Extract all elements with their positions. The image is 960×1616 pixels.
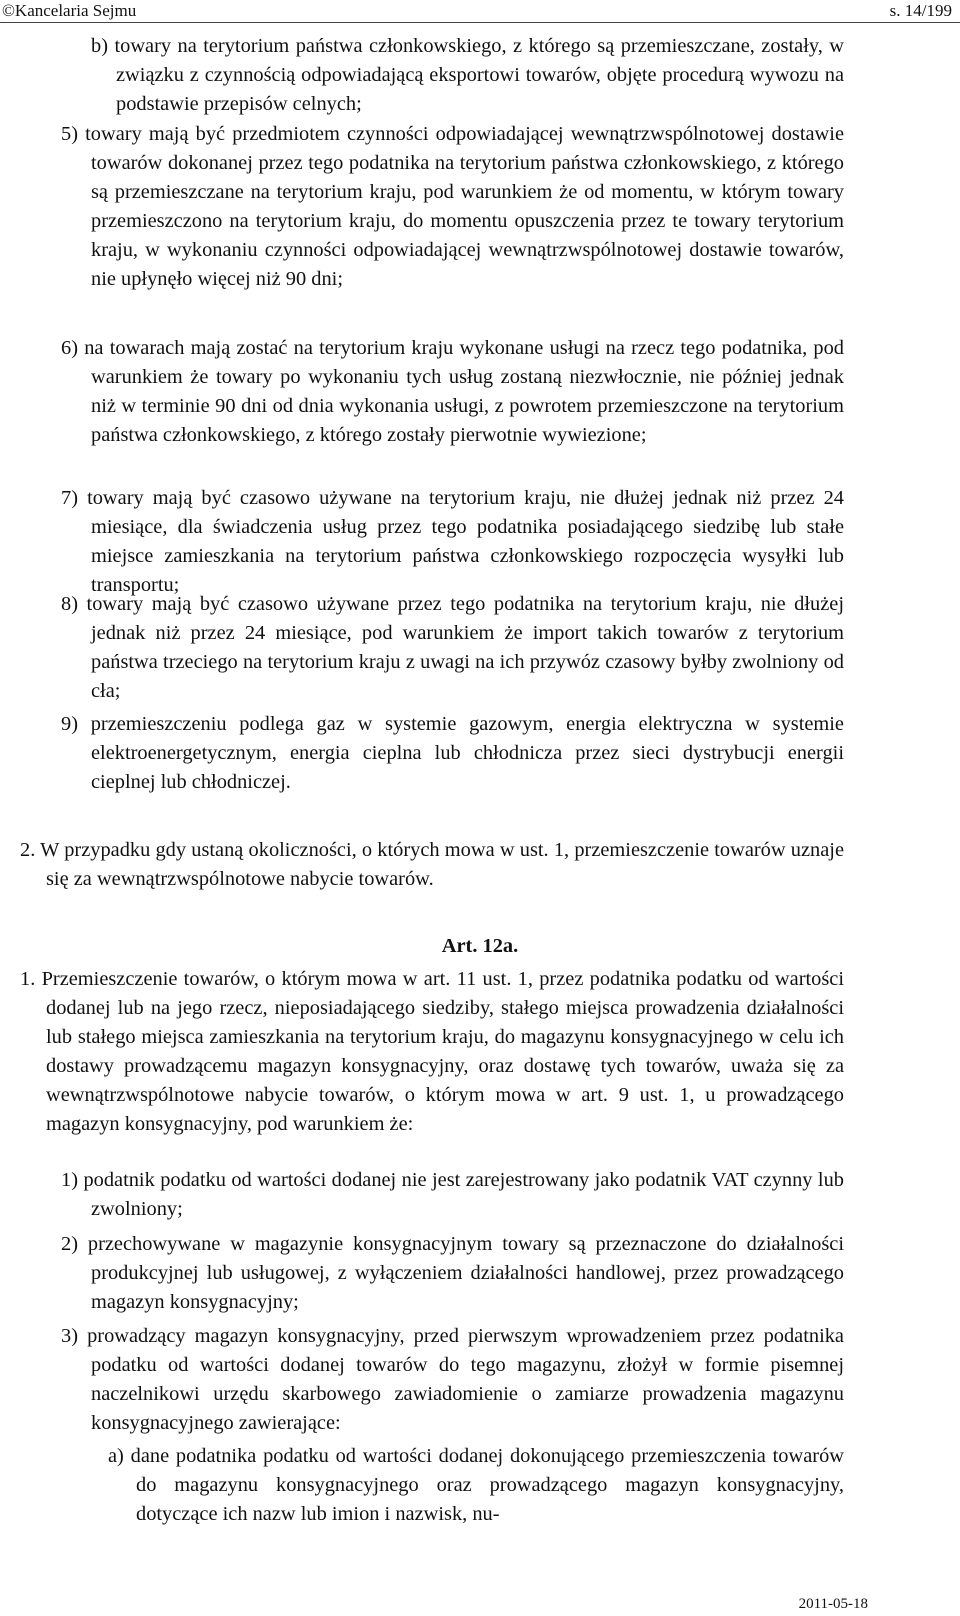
item-label: 8) bbox=[61, 593, 78, 615]
item-text: towary na terytorium państwa członkowskiego, z którego są przemieszczane, zostały, w związku z czynnością odpowiadającą eksportowi towarów, objęte procedurą wywozu na podstawie przepisów celnych; bbox=[114, 35, 844, 115]
article-paragraph-1 bbox=[20, 965, 844, 1139]
item-text: przemieszczeniu podlega gaz w systemie gazowym, energia elektryczna w systemie elektroenergetycznym, energia cieplna lub chłodnicza przez sieci dystrybucji energii cieplnej lub chłodniczej. bbox=[90, 713, 844, 793]
item-text: na towarach mają zostać na terytorium kraju wykonane usługi na rzecz tego podatnika, pod warunkiem że towary po wykonaniu tych usług zostaną niezwłocznie, nie później jednak niż w terminie 90 dni od dnia wykonania usługi, z powrotem przemieszczone na terytorium państwa członkowskiego, z którego zostały pierwotnie wywiezione; bbox=[84, 337, 844, 446]
item-text: towary mają być czasowo używane na terytorium kraju, nie dłużej jednak niż przez 24 miesiące, dla świadczenia usług przez tego podatnika posiadającego siedzibę lub stałe miejsce zamieszkania na terytorium państwa członkowskiego rozpoczęcia wysyłki lub transportu; bbox=[87, 487, 844, 596]
item-label: 3) bbox=[61, 1325, 78, 1347]
list-item-8 bbox=[61, 590, 844, 706]
article-item-2 bbox=[61, 1230, 844, 1317]
list-item-b bbox=[91, 32, 844, 119]
item-text: towary mają być czasowo używane przez tego podatnika na terytorium kraju, nie dłużej jednak niż przez 24 miesiące, pod warunkiem że import takich towarów z terytorium państwa trzeciego na terytorium kraju z uwagi na ich przywóz czasowy byłby zwolniony od cła; bbox=[86, 593, 844, 702]
item-label: 5) bbox=[61, 123, 78, 145]
footer-date: 2011-05-18 bbox=[798, 1596, 868, 1612]
item-text: przechowywane w magazynie konsygnacyjnym towary są przeznaczone do działalności produkcyjnej lub usługowej, z wyłączeniem działalności handlowej, przez prowadzącego magazyn konsygnacyjny; bbox=[87, 1233, 844, 1313]
copyright-label: ©Kancelaria Sejmu bbox=[2, 1, 137, 20]
item-label: 2) bbox=[61, 1233, 78, 1255]
item-label: a) bbox=[108, 1445, 124, 1467]
item-text: prowadzący magazyn konsygnacyjny, przed pierwszym wprowadzeniem przez podatnika podatku od wartości dodanej towarów do tego magazynu, złożył w formie pisemnej naczelnikowi urzędu skarbowego zawiadomienie o zamiarze prowadzenia magazynu konsygnacyjnego zawierające: bbox=[87, 1325, 844, 1434]
item-text: podatnik podatku od wartości dodanej nie jest zarejestrowany jako podatnik VAT czynny lub zwolniony; bbox=[83, 1169, 844, 1220]
sub-item-a bbox=[108, 1442, 844, 1529]
item-label: 6) bbox=[61, 337, 78, 359]
article-title: Art. 12a. bbox=[441, 935, 519, 957]
paragraph-text: Przemieszczenie towarów, o którym mowa w art. 11 ust. 1, przez podatnika podatku od wartości dodanej lub na jego rzecz, nieposiadającego siedziby, stałego miejsca prowadzenia działalności lub stałego miejsca zamieszkania na terytorium kraju, do magazynu konsygnacyjnego w celu ich dostawy prowadzącemu magazyn konsygnacyjny, oraz dostawę tych towarów, uważa się za wewnątrzwspólnotowe nabycie towarów, o którym mowa w art. 9 ust. 1, u prowadzącego magazyn konsygnacyjny, pod warunkiem że: bbox=[41, 968, 844, 1135]
item-label: 7) bbox=[61, 487, 78, 509]
list-item-9 bbox=[61, 710, 844, 797]
item-label: 9) bbox=[61, 713, 78, 735]
page-header bbox=[0, 0, 960, 22]
item-text: dane podatnika podatku od wartości dodanej dokonującego przemieszczenia towarów do magazynu konsygnacyjnego oraz prowadzącego magazyn konsygnacyjny, dotyczące ich nazw lub imion i nazwisk, nu- bbox=[130, 1445, 844, 1525]
list-item-7 bbox=[61, 484, 844, 600]
article-item-1 bbox=[61, 1166, 844, 1224]
item-text: towary mają być przedmiotem czynności odpowiadającej wewnątrzwspólnotowej dostawie towarów dokonanej przez tego podatnika na terytorium państwa członkowskiego, z którego są przemieszczane na terytorium kraju, pod warunkiem że od momentu, w którym towary przemieszczono na terytorium kraju, do momentu opuszczenia przez te towary terytorium kraju, w wykonaniu czynności odpowiadającej wewnątrzwspólnotowej dostawie towarów, nie upłynęło więcej niż 90 dni; bbox=[85, 123, 844, 290]
header-rule bbox=[0, 22, 960, 23]
list-item-6 bbox=[61, 334, 844, 450]
item-label: b) bbox=[91, 35, 108, 57]
item-label: 1) bbox=[61, 1169, 78, 1191]
paragraph-text: W przypadku gdy ustaną okoliczności, o których mowa w ust. 1, przemieszczenie towarów uznaje się za wewnątrzwspólnotowe nabycie towarów. bbox=[40, 839, 844, 890]
article-item-3 bbox=[61, 1322, 844, 1438]
list-item-5 bbox=[61, 120, 844, 294]
paragraph-2 bbox=[20, 836, 844, 894]
page-number: s. 14/199 bbox=[889, 1, 952, 20]
paragraph-label: 1. bbox=[20, 968, 36, 990]
paragraph-label: 2. bbox=[20, 839, 36, 861]
